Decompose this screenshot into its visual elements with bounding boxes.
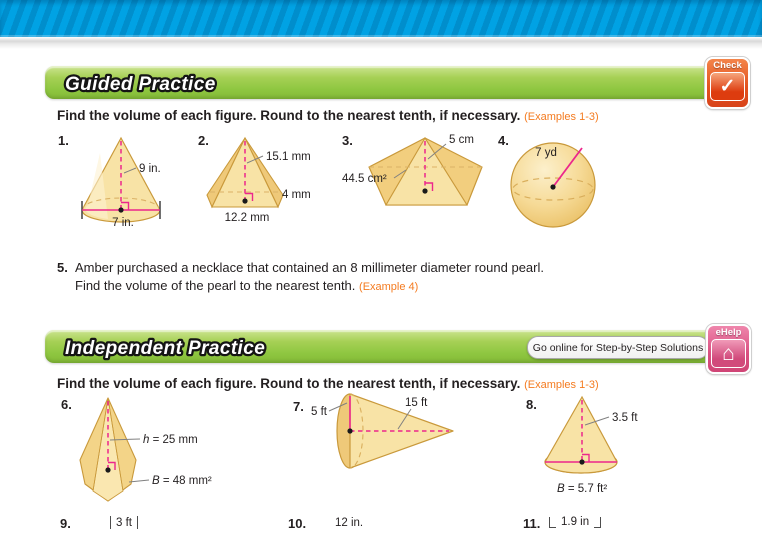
fig6-base-area-label — [152, 475, 212, 487]
fig9-width-text: 3 ft — [116, 517, 132, 529]
problem-3-number: 3. — [342, 133, 353, 148]
independent-examples-ref: (Examples 1-3) — [524, 379, 599, 391]
problem-1-number: 1. — [58, 133, 69, 148]
problem-9-number: 9. — [60, 516, 71, 531]
fig10-width-label: 12 in. — [335, 517, 364, 529]
home-glyph: ⌂ — [722, 341, 735, 365]
problem-10-number: 10. — [288, 516, 307, 531]
fig6-height-var: h — [143, 434, 150, 446]
banner-shadow — [0, 37, 762, 49]
independent-practice-title: Independent Practice — [65, 338, 266, 359]
fig3-height-label: 5 cm — [449, 134, 474, 146]
top-banner — [0, 0, 762, 37]
figure-4-sphere — [505, 132, 621, 238]
guided-instruction — [57, 108, 599, 123]
guided-practice-title-svg — [51, 66, 371, 99]
fig6-height-label — [143, 434, 198, 446]
measure-bracket-left — [549, 517, 556, 528]
fig8-base-area-label — [557, 483, 607, 495]
guided-instruction-text: Find the volume of each figure. Round to the nearest tenth, if necessary. — [57, 108, 521, 123]
go-online-label: Go online for Step-by-Step Solutions — [532, 341, 704, 354]
figure-3-pentagonal-pyramid — [340, 131, 508, 231]
independent-instruction — [57, 376, 599, 391]
independent-practice-title-svg — [51, 330, 431, 363]
independent-instruction-text: Find the volume of each figure. Round to the nearest tenth, if necessary. — [57, 376, 521, 391]
fig6-height-rest: = 25 mm — [149, 434, 198, 446]
problem-11-number: 11. — [523, 516, 541, 531]
problem-5-line2: Find the volume of the pearl to the nearest tenth. — [75, 278, 356, 293]
problem-5 — [57, 259, 544, 296]
problem-5-example-ref: (Example 4) — [359, 281, 419, 293]
figure-9-width-label — [110, 516, 138, 529]
problem-2-number: 2. — [198, 133, 209, 148]
check-badge-label: Check — [713, 60, 742, 71]
guided-examples-ref: (Examples 1-3) — [524, 111, 599, 123]
ehelp-badge[interactable] — [706, 324, 751, 374]
fig1-height-label: 9 in. — [139, 163, 161, 175]
figure-2-square-pyramid — [205, 133, 345, 235]
go-online-button[interactable] — [527, 336, 709, 359]
fig7-radius-label: 5 ft — [311, 406, 327, 418]
fig8-base-var: B — [557, 483, 565, 495]
figure-8-cone — [535, 393, 695, 505]
guided-practice-header — [45, 66, 748, 99]
figure-1-cone — [70, 133, 202, 235]
problem-5-text — [75, 259, 544, 296]
measure-tick-right — [137, 516, 138, 529]
ehelp-badge-label: eHelp — [715, 327, 742, 338]
measure-bracket-right — [594, 517, 601, 528]
problem-6-number: 6. — [61, 397, 72, 412]
fig8-height-label: 3.5 ft — [612, 412, 638, 424]
fig11-width-text: 1.9 in — [561, 516, 590, 528]
check-icon — [710, 72, 745, 101]
fig1-diameter-label: 7 in. — [112, 217, 134, 229]
problem-8-number: 8. — [526, 397, 537, 412]
problem-5-line1: Amber purchased a necklace that contained an 8 millimeter diameter round pearl. — [75, 260, 544, 275]
fig7-height-label: 15 ft — [405, 397, 428, 409]
figure-6-hexagonal-pyramid — [72, 394, 254, 512]
check-glyph: ✓ — [719, 76, 736, 97]
problem-7-number: 7. — [293, 399, 304, 414]
fig4-radius-label: 7 yd — [535, 147, 557, 159]
guided-practice-title: Guided Practice — [65, 74, 216, 95]
fig8-base-rest: = 5.7 ft² — [564, 483, 608, 495]
fig3-base-area-label: 44.5 cm² — [342, 173, 387, 185]
figure-7-horizontal-cone — [305, 393, 493, 475]
fig2-height-label: 15.1 mm — [266, 151, 311, 163]
fig2-base-label: 12.2 mm — [224, 212, 270, 224]
fig6-base-rest: = 48 mm² — [159, 475, 212, 487]
problem-5-number: 5. — [57, 260, 68, 275]
problem-4-number: 4. — [498, 133, 509, 148]
check-badge[interactable] — [705, 57, 750, 109]
fig6-base-var: B — [152, 475, 160, 487]
measure-tick-left — [110, 516, 111, 529]
figure-11-width-label — [549, 516, 601, 528]
fig2-edge-label: 4 mm — [282, 189, 311, 201]
home-icon — [711, 339, 746, 368]
